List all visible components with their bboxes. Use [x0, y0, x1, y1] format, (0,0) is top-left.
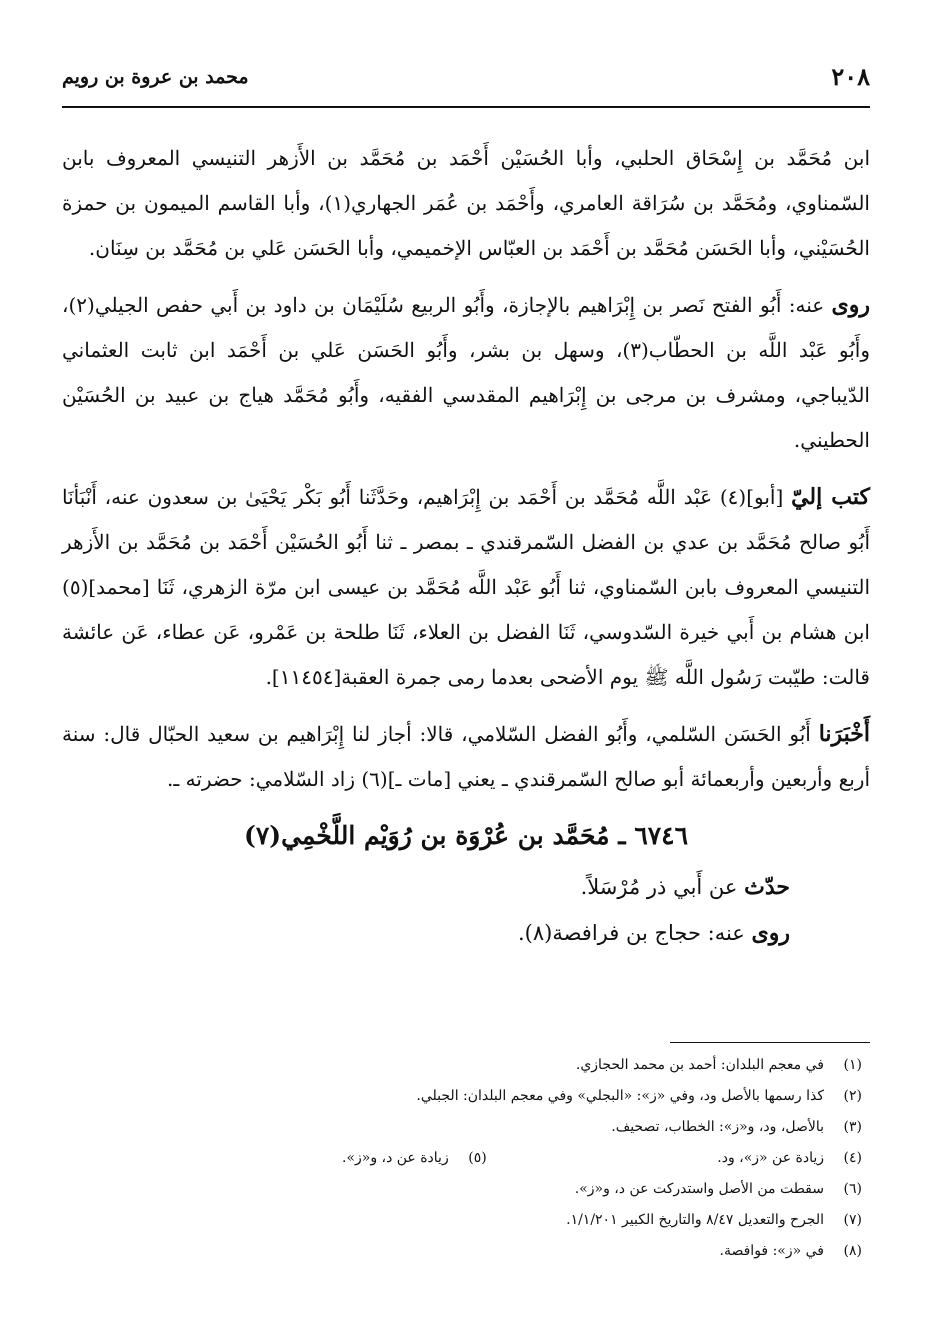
paragraph-2-lead: روى: [831, 292, 871, 318]
running-title: محمد بن عروة بن رويم: [62, 66, 249, 88]
entry-line-1: [62, 864, 790, 910]
paragraph-4-text: أَبُو الحَسَن السّلمي، وأَبُو الفضل السّلامي، قالا: أجاز لنا إِبْرَاهيم بن سعيد الحبّال قال: سنة أربع وأربعين وأربعمائة أبو صالح السّمرقندي ـ يعني [مات ـ](٦) زاد السّلامي: حضرته ـ.: [62, 722, 870, 791]
main-text: [62, 136, 870, 956]
footnote-3: [62, 1112, 870, 1143]
entry-line-1-lead: حدّث: [744, 874, 790, 900]
footnote-6-text: سقطت من الأصل واستدركت عن د، و«ز».: [574, 1181, 824, 1197]
page-header: [62, 62, 870, 102]
footnote-rule: [670, 1042, 870, 1043]
footnote-1: [62, 1050, 870, 1081]
entry-line-2-text: عنه: حجاج بن فرافصة(٨).: [517, 921, 745, 945]
footnote-3-number: (٣): [843, 1119, 862, 1135]
header-rule: [62, 106, 870, 108]
footnote-1-number: (١): [843, 1057, 862, 1073]
footnote-7-number: (٧): [843, 1212, 862, 1228]
entry-title: ٦٧٤٦ ـ مُحَمَّد بن عُرْوَة بن رُوَيْم اللَّخْمِي(٧): [243, 821, 689, 850]
paragraph-1: [62, 136, 870, 271]
footnote-1-text: في معجم البلدان: أحمد بن محمد الحجازي.: [575, 1057, 824, 1073]
footnotes: [62, 1050, 870, 1267]
footnote-7: [62, 1205, 870, 1236]
paragraph-3-lead: كتب إليّ: [791, 484, 871, 510]
footnote-5-number: (٥): [468, 1150, 487, 1166]
paragraph-3: [62, 475, 870, 700]
page-number: ٢٠٨: [831, 62, 870, 91]
footnote-6: [62, 1174, 870, 1205]
entry-line-2-lead: روى: [751, 920, 790, 946]
entry-line-1-text: عن أَبي ذر مُرْسَلاً.: [580, 875, 738, 899]
paragraph-4-lead: أَخْبَرَنا: [818, 721, 871, 747]
footnote-8-text: في «ز»: فوافصة.: [719, 1243, 824, 1259]
footnote-6-number: (٦): [843, 1181, 862, 1197]
footnote-8: [62, 1236, 870, 1267]
paragraph-4: [62, 712, 870, 802]
entry-line-2: [62, 910, 790, 956]
footnote-4-number: (٤): [843, 1150, 862, 1166]
paragraph-2-text: عنه: أَبُو الفتح نَصر بن إِبْرَاهيم بالإجازة، وأَبُو الربيع سُلَيْمَان بن داود بن أَبي حفص الجيلي(٢)، وأَبُو عَبْد اللَّه بن الحطّاب(٣)، وسهل بن بشر، وأَبُو الحَسَن عَلي بن أَحْمَد ابن ثابت العثماني الدّيباجي، ومشرف بن مرجى بن إِبْرَاهيم المقدسي الفقيه، وأَبُو مُحَمَّد هياج بن عبيد بن الحُسَيْن الحطيني.: [62, 293, 870, 452]
footnote-2-number: (٢): [843, 1088, 862, 1104]
paragraph-1-text: ابن مُحَمَّد بن إِسْحَاق الحلبي، وأبا الحُسَيْن أَحْمَد بن مُحَمَّد بن الأَزهر التنيسي المعروف بابن السّمناوي، ومُحَمَّد بن سُرَاقة العامري، وأَحْمَد بن عُمَر الجهاري(١)، وأبا القاسم الميمون بن حمزة الحُسَيْني، وأبا الحَسَن مُحَمَّد بن أَحْمَد بن العبّاس الإخميمي، وأبا الحَسَن عَلي بن مُحَمَّد بن سِنَان.: [62, 146, 870, 260]
footnote-4-text: زيادة عن «ز»، ود.: [717, 1150, 824, 1166]
book-page: [62, 0, 870, 1338]
footnote-2: [62, 1081, 870, 1112]
paragraph-2: [62, 283, 870, 463]
footnote-5: [342, 1143, 487, 1174]
footnote-5-text: زيادة عن د، و«ز».: [342, 1150, 449, 1166]
footnote-7-text: الجرح والتعديل ٨/٤٧ والتاريخ الكبير ١/١/٢٠١.: [566, 1212, 824, 1228]
footnote-8-number: (٨): [843, 1243, 862, 1259]
footnote-2-text: كذا رسمها بالأصل ود، وفي «ز»: «البجلي» وفي معجم البلدان: الجبلي.: [416, 1088, 824, 1104]
paragraph-3-text: [أبو](٤) عَبْد اللَّه مُحَمَّد بن أَحْمَد بن إِبْرَاهيم، وحَدَّثَنا أَبُو بَكْر يَحْيَىٰ بن سعدون عنه، أَنْبَأنَا أَبُو صالح مُحَمَّد بن عدي بن الفضل السّمرقندي ـ بمصر ـ ثنا أَبُو الحُسَيْن أَحْمَد بن مُحَمَّد بن الأَزهر التنيسي المعروف بابن السّمناوي، ثنا أَبُو عَبْد اللَّه مُحَمَّد بن عيسى ابن مرّة الزهري، ثَنَا [محمد](٥) ابن هشام بن أَبي خيرة السّدوسي، ثَنَا الفضل بن العلاء، ثَنَا طلحة بن عَمْرو، عَن عطاء، عَن عائشة قالت: طيّبت رَسُول اللَّه ﷺ يوم الأضحى بعدما رمى جمرة العقبة[١١٤٥٤].: [62, 485, 870, 689]
footnote-4-5: [62, 1143, 870, 1174]
footnote-3-text: بالأصل، ود، و«ز»: الخطاب، تصحيف.: [611, 1119, 824, 1135]
